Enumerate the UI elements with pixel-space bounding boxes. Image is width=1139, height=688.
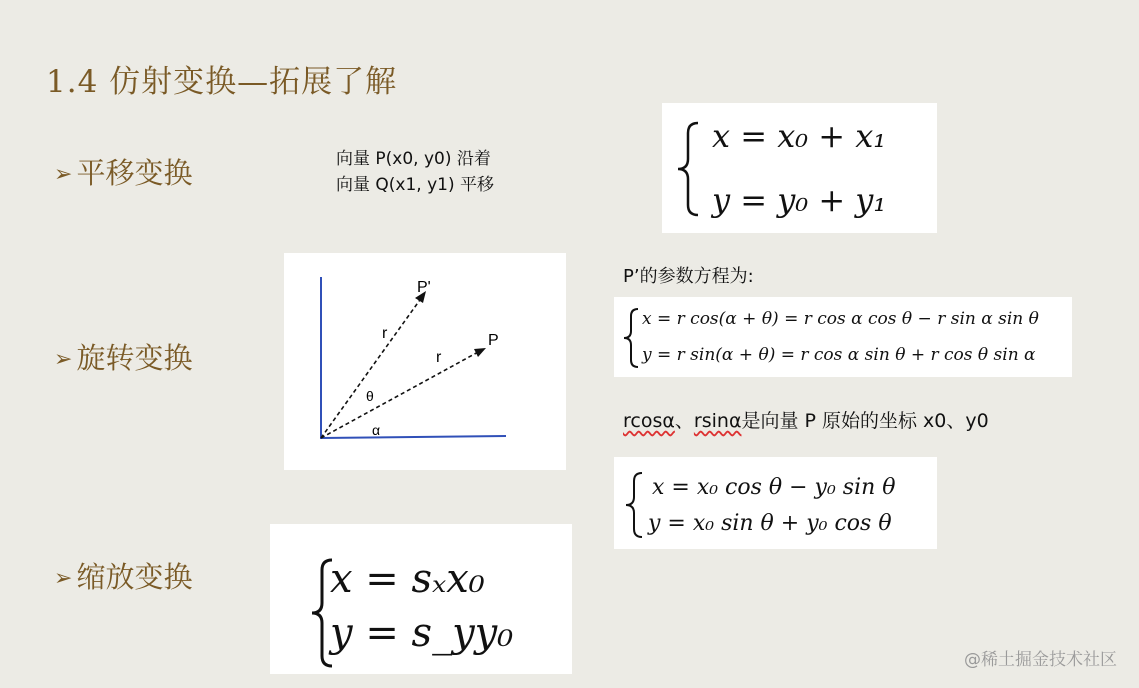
arrow-bullet-icon: ➢ <box>54 347 73 372</box>
translate-formula-line2: y = y₀ + y₁ <box>712 181 887 219</box>
scale-formula-box <box>270 524 572 674</box>
note-rest: 是向量 P 原始的坐标 x0、y0 <box>741 410 989 432</box>
arrowhead-p <box>474 348 486 357</box>
note-rsin: rsinα <box>693 410 742 432</box>
rotate-formula-box <box>614 457 937 549</box>
param-formula-line1: x = r cos(α + θ) = r cos α cos θ − r sin α sin θ <box>642 309 1039 329</box>
x-axis <box>321 436 506 438</box>
label-p-prime: P' <box>417 279 431 296</box>
coordinate-note <box>623 406 989 433</box>
rotation-diagram-svg <box>284 253 566 470</box>
param-formula-line2: y = r sin(α + θ) = r cos α sin θ + r cos θ sin α <box>642 345 1036 365</box>
translate-desc-line1: 向量 P(x0, y0) 沿着 <box>336 149 491 169</box>
page-title: 1.4 仿射变换—拓展了解 <box>46 64 398 100</box>
brace-icon <box>624 471 644 539</box>
rotate-label: 旋转变换 <box>76 341 193 375</box>
scale-formula-line2: y = s_yy₀ <box>330 610 514 656</box>
vector-p <box>321 351 480 438</box>
brace-icon <box>622 307 640 369</box>
translate-label: 平移变换 <box>76 156 193 190</box>
arrow-bullet-icon: ➢ <box>54 162 73 187</box>
param-formula-box <box>614 297 1072 377</box>
vector-p-prime <box>321 297 422 438</box>
brace-icon <box>674 121 700 217</box>
label-theta: θ <box>366 388 374 404</box>
translate-formula-line1: x = x₀ + x₁ <box>712 117 887 155</box>
note-rcos: rcosα <box>623 410 675 432</box>
rotate-formula-line2: y = x₀ sin θ + y₀ cos θ <box>648 511 892 536</box>
label-r-upper: r <box>382 325 388 342</box>
scale-label: 缩放变换 <box>76 560 193 594</box>
bullet-scale <box>54 555 192 596</box>
rotate-formula-line1: x = x₀ cos θ − y₀ sin θ <box>652 475 896 500</box>
note-sep: 、 <box>674 410 694 432</box>
bullet-rotate <box>54 336 192 377</box>
translate-description <box>336 146 494 198</box>
label-p: P <box>488 332 499 349</box>
translate-desc-line2: 向量 Q(x1, y1) 平移 <box>336 175 495 195</box>
scale-formula-line1: x = sₓx₀ <box>330 556 485 602</box>
param-heading: P’的参数方程为: <box>623 266 754 287</box>
label-r-lower: r <box>436 349 442 366</box>
label-alpha: α <box>372 422 381 438</box>
translate-formula-box <box>662 103 937 233</box>
rotation-diagram <box>284 253 566 470</box>
bullet-translate <box>54 151 192 192</box>
watermark: @稀土掘金技术社区 <box>964 650 1117 670</box>
arrow-bullet-icon: ➢ <box>54 566 73 591</box>
